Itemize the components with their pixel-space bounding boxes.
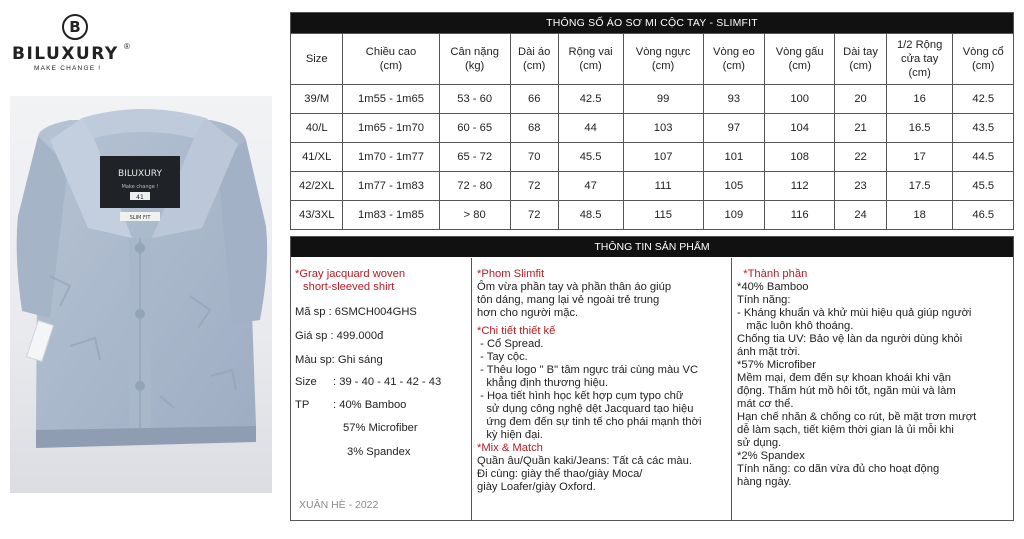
cell: 44 <box>558 114 623 143</box>
product-info-panel <box>290 236 1014 521</box>
cell: 45.5 <box>558 143 623 172</box>
cell: 72 <box>510 172 558 201</box>
text-line: sử dụng công nghệ dệt Jacquard tạo hiệu <box>477 403 694 415</box>
header-weight: Cân nặng (kg) <box>439 34 510 85</box>
cell: 115 <box>623 201 703 230</box>
product-name-line2: short-sleeved shirt <box>303 281 395 293</box>
product-material-column <box>732 258 1013 520</box>
cell: 17.5 <box>886 172 953 201</box>
cell: 103 <box>623 114 703 143</box>
header-neck: Vòng cổ (cm) <box>953 34 1014 85</box>
spec-header-row <box>291 34 1014 85</box>
text-line: Tính năng: <box>737 294 791 306</box>
header-hem: Vòng gấu (cm) <box>765 34 835 85</box>
product-basic-column <box>291 258 472 520</box>
cell: 46.5 <box>953 201 1014 230</box>
text-line: dễ làm sạch, tiết kiệm thời gian là ủi mỗi khi <box>737 424 954 436</box>
logo-mark: B <box>62 14 88 40</box>
header-waist: Vòng eo (cm) <box>703 34 764 85</box>
text-line: ứng đem đến sự tinh tế cho phái mạnh thời <box>477 416 702 428</box>
cell: 16.5 <box>886 114 953 143</box>
text-line: mát cơ thể. <box>737 398 794 410</box>
product-price: Giá sp : 499.000đ <box>295 330 384 342</box>
cell: 42.5 <box>953 85 1014 114</box>
cell: 53 - 60 <box>439 85 510 114</box>
text-line: - Cổ Spread. <box>477 338 544 350</box>
text-line: *40% Bamboo <box>737 281 809 293</box>
svg-text:41: 41 <box>136 194 144 201</box>
logo-wordmark: BILUXURY <box>12 44 119 64</box>
mix-match-heading: *Mix & Match <box>477 442 543 454</box>
cell: 24 <box>835 201 886 230</box>
cell-size: 43/3XL <box>291 201 343 230</box>
cell: 1m70 - 1m77 <box>343 143 439 172</box>
cell: 100 <box>765 85 835 114</box>
design-detail-heading: *Chi tiết thiết kế <box>477 325 556 337</box>
table-row <box>291 143 1014 172</box>
text-line: Hạn chế nhăn & chống co rút, bề mặt trơn mượt <box>737 411 977 423</box>
cell: 21 <box>835 114 886 143</box>
brand-logo <box>8 14 148 76</box>
cell: 97 <box>703 114 764 143</box>
table-row <box>291 201 1014 230</box>
fit-heading: *Phom Slimfit <box>477 268 545 280</box>
size-spec-table <box>290 12 1014 230</box>
product-info-title: THÔNG TIN SẢN PHẨM <box>291 237 1013 257</box>
composition-heading: *Thành phần <box>737 268 808 280</box>
table-row <box>291 172 1014 201</box>
cell: 72 - 80 <box>439 172 510 201</box>
cell: 93 <box>703 85 764 114</box>
text-line: Đi cùng: giày thể thao/giày Moca/ <box>477 468 643 480</box>
cell: 22 <box>835 143 886 172</box>
cell: 72 <box>510 201 558 230</box>
cell: 104 <box>765 114 835 143</box>
cell-size: 42/2XL <box>291 172 343 201</box>
spec-table-title: THÔNG SỐ ÁO SƠ MI CỘC TAY - SLIMFIT <box>291 13 1014 34</box>
product-material-1: : 40% Bamboo <box>333 399 407 411</box>
text-line: khẳng định thương hiệu. <box>477 377 609 389</box>
text-line: sử dụng. <box>737 437 782 449</box>
product-material-3: 3% Spandex <box>347 446 411 458</box>
svg-text:SLIM FIT: SLIM FIT <box>129 215 151 221</box>
product-photo <box>10 96 272 493</box>
text-line: kỳ hiện đại. <box>477 429 543 441</box>
text-line: Quần âu/Quần kaki/Jeans: Tất cả các màu. <box>477 455 692 467</box>
text-line: - Thêu logo " B" tâm ngực trái cùng màu VC <box>477 364 699 376</box>
text-line: ánh mặt trời. <box>737 346 801 358</box>
cell: 1m65 - 1m70 <box>343 114 439 143</box>
product-size-label: Size <box>295 376 317 388</box>
product-sku: Mã sp : 6SMCH004GHS <box>295 306 417 318</box>
text-line: hàng ngày. <box>737 476 792 488</box>
cell: 47 <box>558 172 623 201</box>
cell: 43.5 <box>953 114 1014 143</box>
header-height: Chiều cao (cm) <box>343 34 439 85</box>
cell: 107 <box>623 143 703 172</box>
cell: 116 <box>765 201 835 230</box>
logo-registered: ® <box>124 42 130 51</box>
text-line: động. Thấm hút mồ hôi tốt, ngăn mùi và làm <box>737 385 956 397</box>
cell: 66 <box>510 85 558 114</box>
header-chest: Vòng ngực (cm) <box>623 34 703 85</box>
cell: 1m83 - 1m85 <box>343 201 439 230</box>
cell: 17 <box>886 143 953 172</box>
cell: 60 - 65 <box>439 114 510 143</box>
text-line: - Kháng khuẩn và khử mùi hiệu quả giúp người <box>737 307 972 319</box>
product-design-column <box>472 258 732 520</box>
cell: 68 <box>510 114 558 143</box>
cell: 1m77 - 1m83 <box>343 172 439 201</box>
product-material-label: TP <box>295 399 310 411</box>
cell: 109 <box>703 201 764 230</box>
text-line: tôn dáng, mang lại vẻ ngoài trẻ trung <box>477 294 660 306</box>
text-line: *57% Microfiber <box>737 359 816 371</box>
cell: 44.5 <box>953 143 1014 172</box>
product-name-line1: *Gray jacquard woven <box>295 268 406 280</box>
text-line: mặc luôn khô thoáng. <box>737 320 854 332</box>
cell: 70 <box>510 143 558 172</box>
season-label: XUÂN HÈ - 2022 <box>299 499 379 511</box>
folded-shirt-illustration <box>10 96 272 493</box>
cell: 1m55 - 1m65 <box>343 85 439 114</box>
cell: > 80 <box>439 201 510 230</box>
text-line: - Họa tiết hình học kết hợp cụm typo chữ <box>477 390 684 402</box>
cell-size: 40/L <box>291 114 343 143</box>
cell-size: 41/XL <box>291 143 343 172</box>
cell: 65 - 72 <box>439 143 510 172</box>
header-cuff-width: 1/2 Rộng cửa tay (cm) <box>886 34 953 85</box>
text-line: - Tay cộc. <box>477 351 528 363</box>
product-material-2: 57% Microfiber <box>343 422 418 434</box>
product-size-value: : 39 - 40 - 41 - 42 - 43 <box>333 376 442 388</box>
text-line: giày Loafer/giày Oxford. <box>477 481 596 493</box>
cell: 18 <box>886 201 953 230</box>
cell: 111 <box>623 172 703 201</box>
text-line: Ôm vừa phần tay và phần thân áo giúp <box>477 281 672 293</box>
text-line: Mềm mại, đem đến sự khoan khoái khi vận <box>737 372 951 384</box>
cell: 48.5 <box>558 201 623 230</box>
text-line: Chống tia UV: Bảo vệ làn da người dùng khỏi <box>737 333 963 345</box>
table-row <box>291 114 1014 143</box>
header-shoulder: Rộng vai (cm) <box>558 34 623 85</box>
table-row <box>291 85 1014 114</box>
header-length: Dài áo (cm) <box>510 34 558 85</box>
cell: 16 <box>886 85 953 114</box>
logo-tagline: MAKE CHANGE ! <box>34 65 102 72</box>
product-color: Màu sp: Ghi sáng <box>295 354 383 366</box>
shirt-label-text: BILUXURY <box>118 169 162 179</box>
cell: 101 <box>703 143 764 172</box>
header-size: Size <box>291 34 343 85</box>
svg-text:Make change !: Make change ! <box>121 184 159 190</box>
text-line: hơn cho người mặc. <box>477 307 579 319</box>
cell: 105 <box>703 172 764 201</box>
cell: 20 <box>835 85 886 114</box>
cell: 99 <box>623 85 703 114</box>
cell: 108 <box>765 143 835 172</box>
cell: 112 <box>765 172 835 201</box>
cell: 45.5 <box>953 172 1014 201</box>
header-sleeve-length: Dài tay (cm) <box>835 34 886 85</box>
cell: 23 <box>835 172 886 201</box>
text-line: *2% Spandex <box>737 450 805 462</box>
cell-size: 39/M <box>291 85 343 114</box>
cell: 42.5 <box>558 85 623 114</box>
text-line: Tính năng: co dãn vừa đủ cho hoạt động <box>737 463 940 475</box>
